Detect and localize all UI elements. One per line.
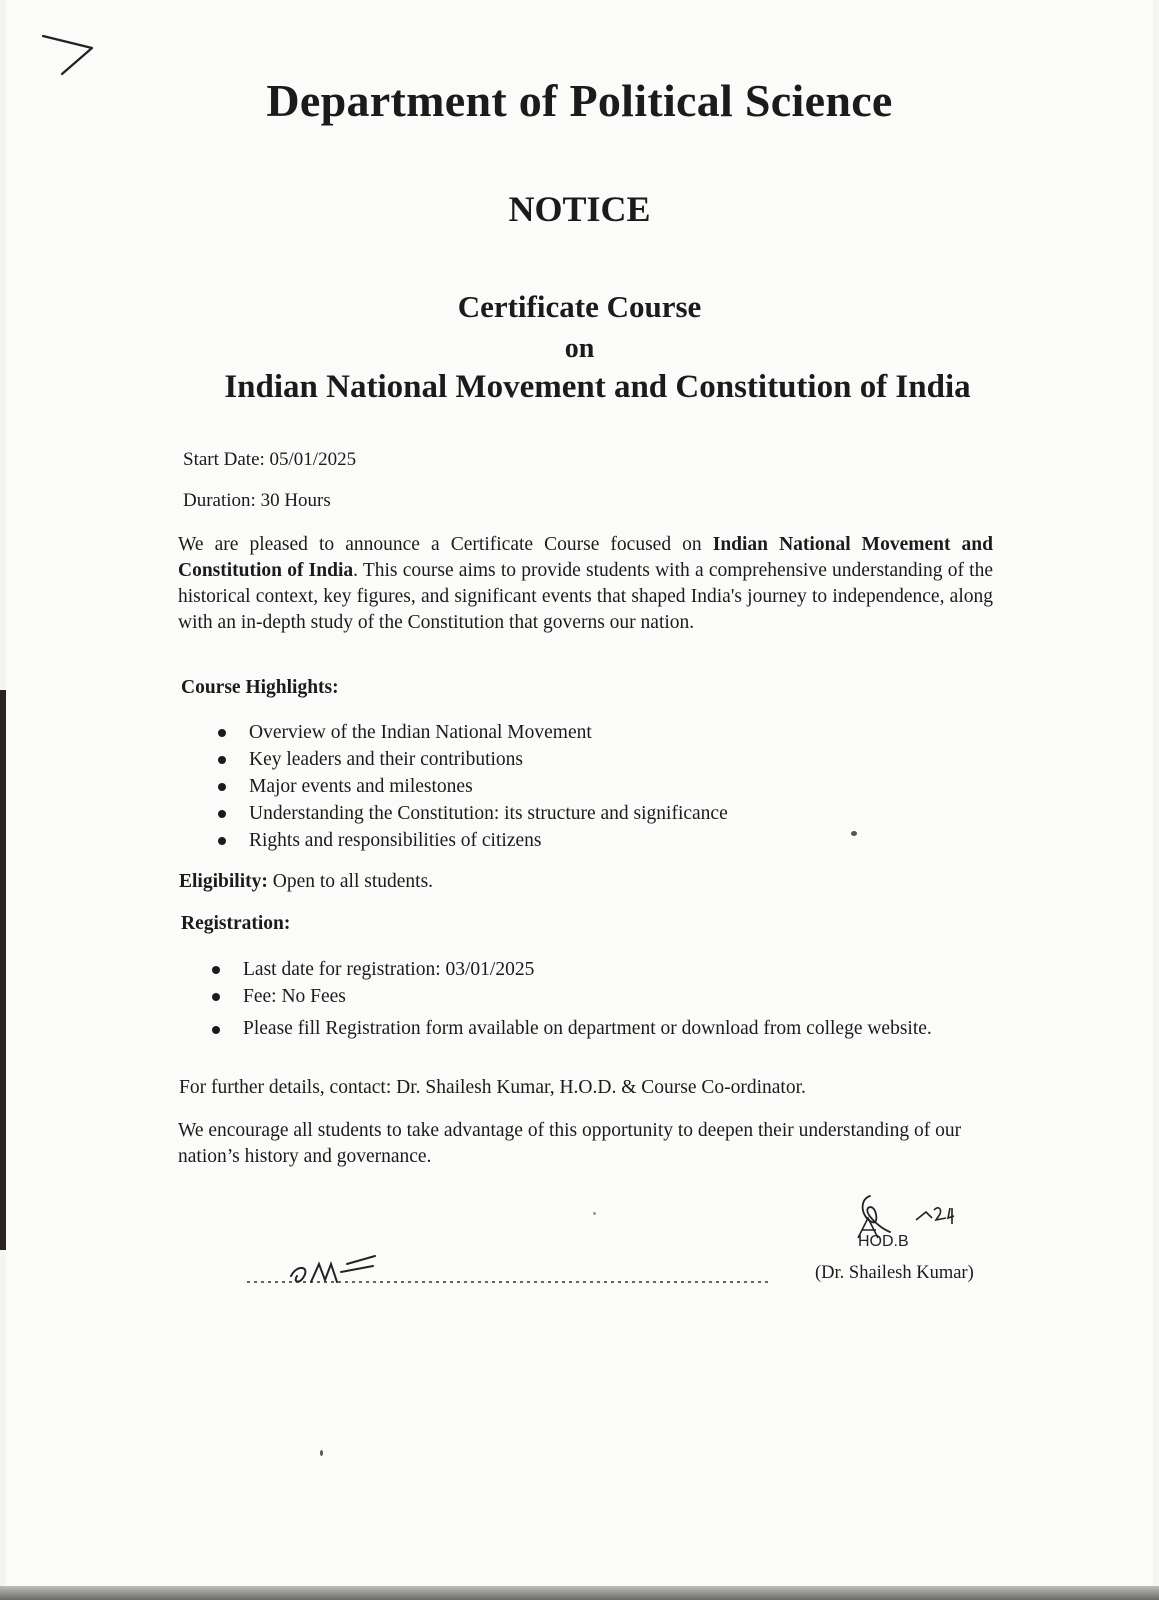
eligibility [179, 871, 433, 893]
registration-label: Registration: [181, 913, 291, 934]
course-heading-on: on [564, 333, 595, 364]
list-item: Fee: No Fees [243, 983, 943, 1010]
registration-list [243, 956, 943, 1041]
highlights-label: Course Highlights: [181, 677, 339, 698]
scan-edge-shadow [0, 690, 6, 1250]
list-item: Understanding the Constitution: its structure and significance [249, 800, 869, 827]
highlights-list [249, 719, 869, 854]
coordinator-signature-line [245, 1246, 785, 1296]
department-title: Department of Political Science [266, 75, 893, 126]
duration: Duration: 30 Hours [183, 490, 331, 511]
intro-paragraph [178, 532, 993, 636]
scan-bottom-edge [0, 1586, 1159, 1600]
list-item: Key leaders and their contributions [249, 746, 869, 773]
signatory-name: (Dr. Shailesh Kumar) [815, 1263, 974, 1283]
list-item: Major events and milestones [249, 773, 869, 800]
scan-speck [320, 1450, 323, 1456]
scan-speck [593, 1212, 596, 1215]
course-heading: Certificate Course [457, 289, 702, 324]
start-date: Start Date: 05/01/2025 [183, 449, 357, 470]
pen-mark-icon [40, 30, 100, 80]
list-item: Rights and responsibilities of citizens [249, 827, 869, 854]
eligibility-value: Open to all students. [267, 871, 434, 892]
intro-lead: We are pleased to announce a Certificate Course focused on [178, 534, 713, 555]
notice-heading: NOTICE [508, 189, 651, 229]
scan-speck [851, 831, 857, 836]
svg-text:HOD.B: HOD.B [858, 1233, 909, 1250]
contact-line: For further details, contact: Dr. Shailesh Kumar, H.O.D. & Course Co-ordinator. [179, 1077, 806, 1098]
closing-paragraph: We encourage all students to take advantage of this opportunity to deepen their understanding of our nation’s history and governance. [178, 1120, 962, 1167]
list-item: Please fill Registration form available on department or download from college website. [243, 1016, 943, 1041]
course-title: Indian National Movement and Constitution of India [224, 369, 971, 405]
list-item: Overview of the Indian National Movement [249, 719, 869, 746]
hod-signature-image [850, 1188, 960, 1258]
intro-course-name: Indian National Movement and Constitution of India [178, 534, 993, 581]
list-item: Last date for registration: 03/01/2025 [243, 956, 943, 983]
intro-rest: . This course aims to provide students with a comprehensive understanding of the historical context, key figures, and significant events that shaped India's journey to independence, along with an in-depth study of the Constitution that governs our nation. [178, 560, 994, 633]
eligibility-label: Eligibility: [179, 871, 268, 892]
